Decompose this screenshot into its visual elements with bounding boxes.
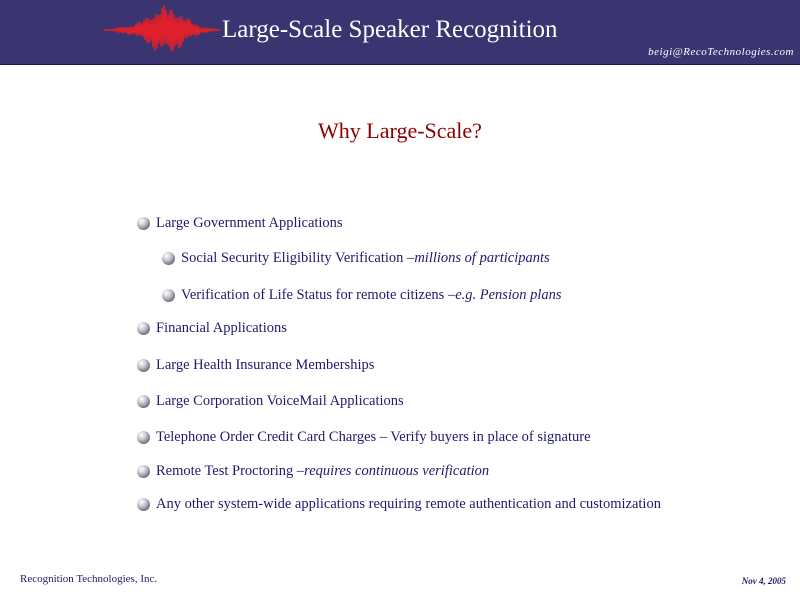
bullet-text: Verification of Life Status for remote citizens – [181,287,456,303]
list-item [137,357,374,374]
list-item [137,429,591,446]
sphere-bullet-icon [137,431,150,444]
sphere-bullet-icon [162,289,175,302]
list-item [137,215,343,232]
bullet-text-italic: millions of participants [414,250,550,266]
footer-date: Nov 4, 2005 [741,576,786,586]
bullet-text-italic: requires continuous verification [304,463,490,479]
bullet-text: Large Health Insurance Memberships [156,357,375,373]
bullet-text: Large Corporation VoiceMail Applications [156,393,404,409]
bullet-text-italic: e.g. Pension plans [455,287,562,303]
list-item [137,496,661,513]
sphere-bullet-icon [137,359,150,372]
bullet-text: Any other system-wide applications requiring remote authentication and customization [156,496,661,512]
header-email: beigi@RecoTechnologies.com [648,46,794,58]
list-item [137,320,287,337]
sphere-bullet-icon [137,217,150,230]
bullet-text: Social Security Eligibility Verification – [181,250,415,266]
sphere-bullet-icon [137,465,150,478]
list-item [162,250,550,267]
sphere-bullet-icon [162,252,175,265]
bullet-text: Remote Test Proctoring – [156,463,305,479]
slide-title: Why Large-Scale? [318,118,482,143]
list-item [162,287,562,304]
bullet-text: Financial Applications [156,320,287,336]
header-title: Large-Scale Speaker Recognition [222,16,558,43]
sphere-bullet-icon [137,322,150,335]
sphere-bullet-icon [137,498,150,511]
bullet-text: Telephone Order Credit Card Charges – Verify buyers in place of signature [156,429,591,445]
list-item [137,393,404,410]
sphere-bullet-icon [137,395,150,408]
footer-company: Recognition Technologies, Inc. [20,573,158,585]
list-item [137,463,489,480]
bullet-text: Large Government Applications [156,215,343,231]
